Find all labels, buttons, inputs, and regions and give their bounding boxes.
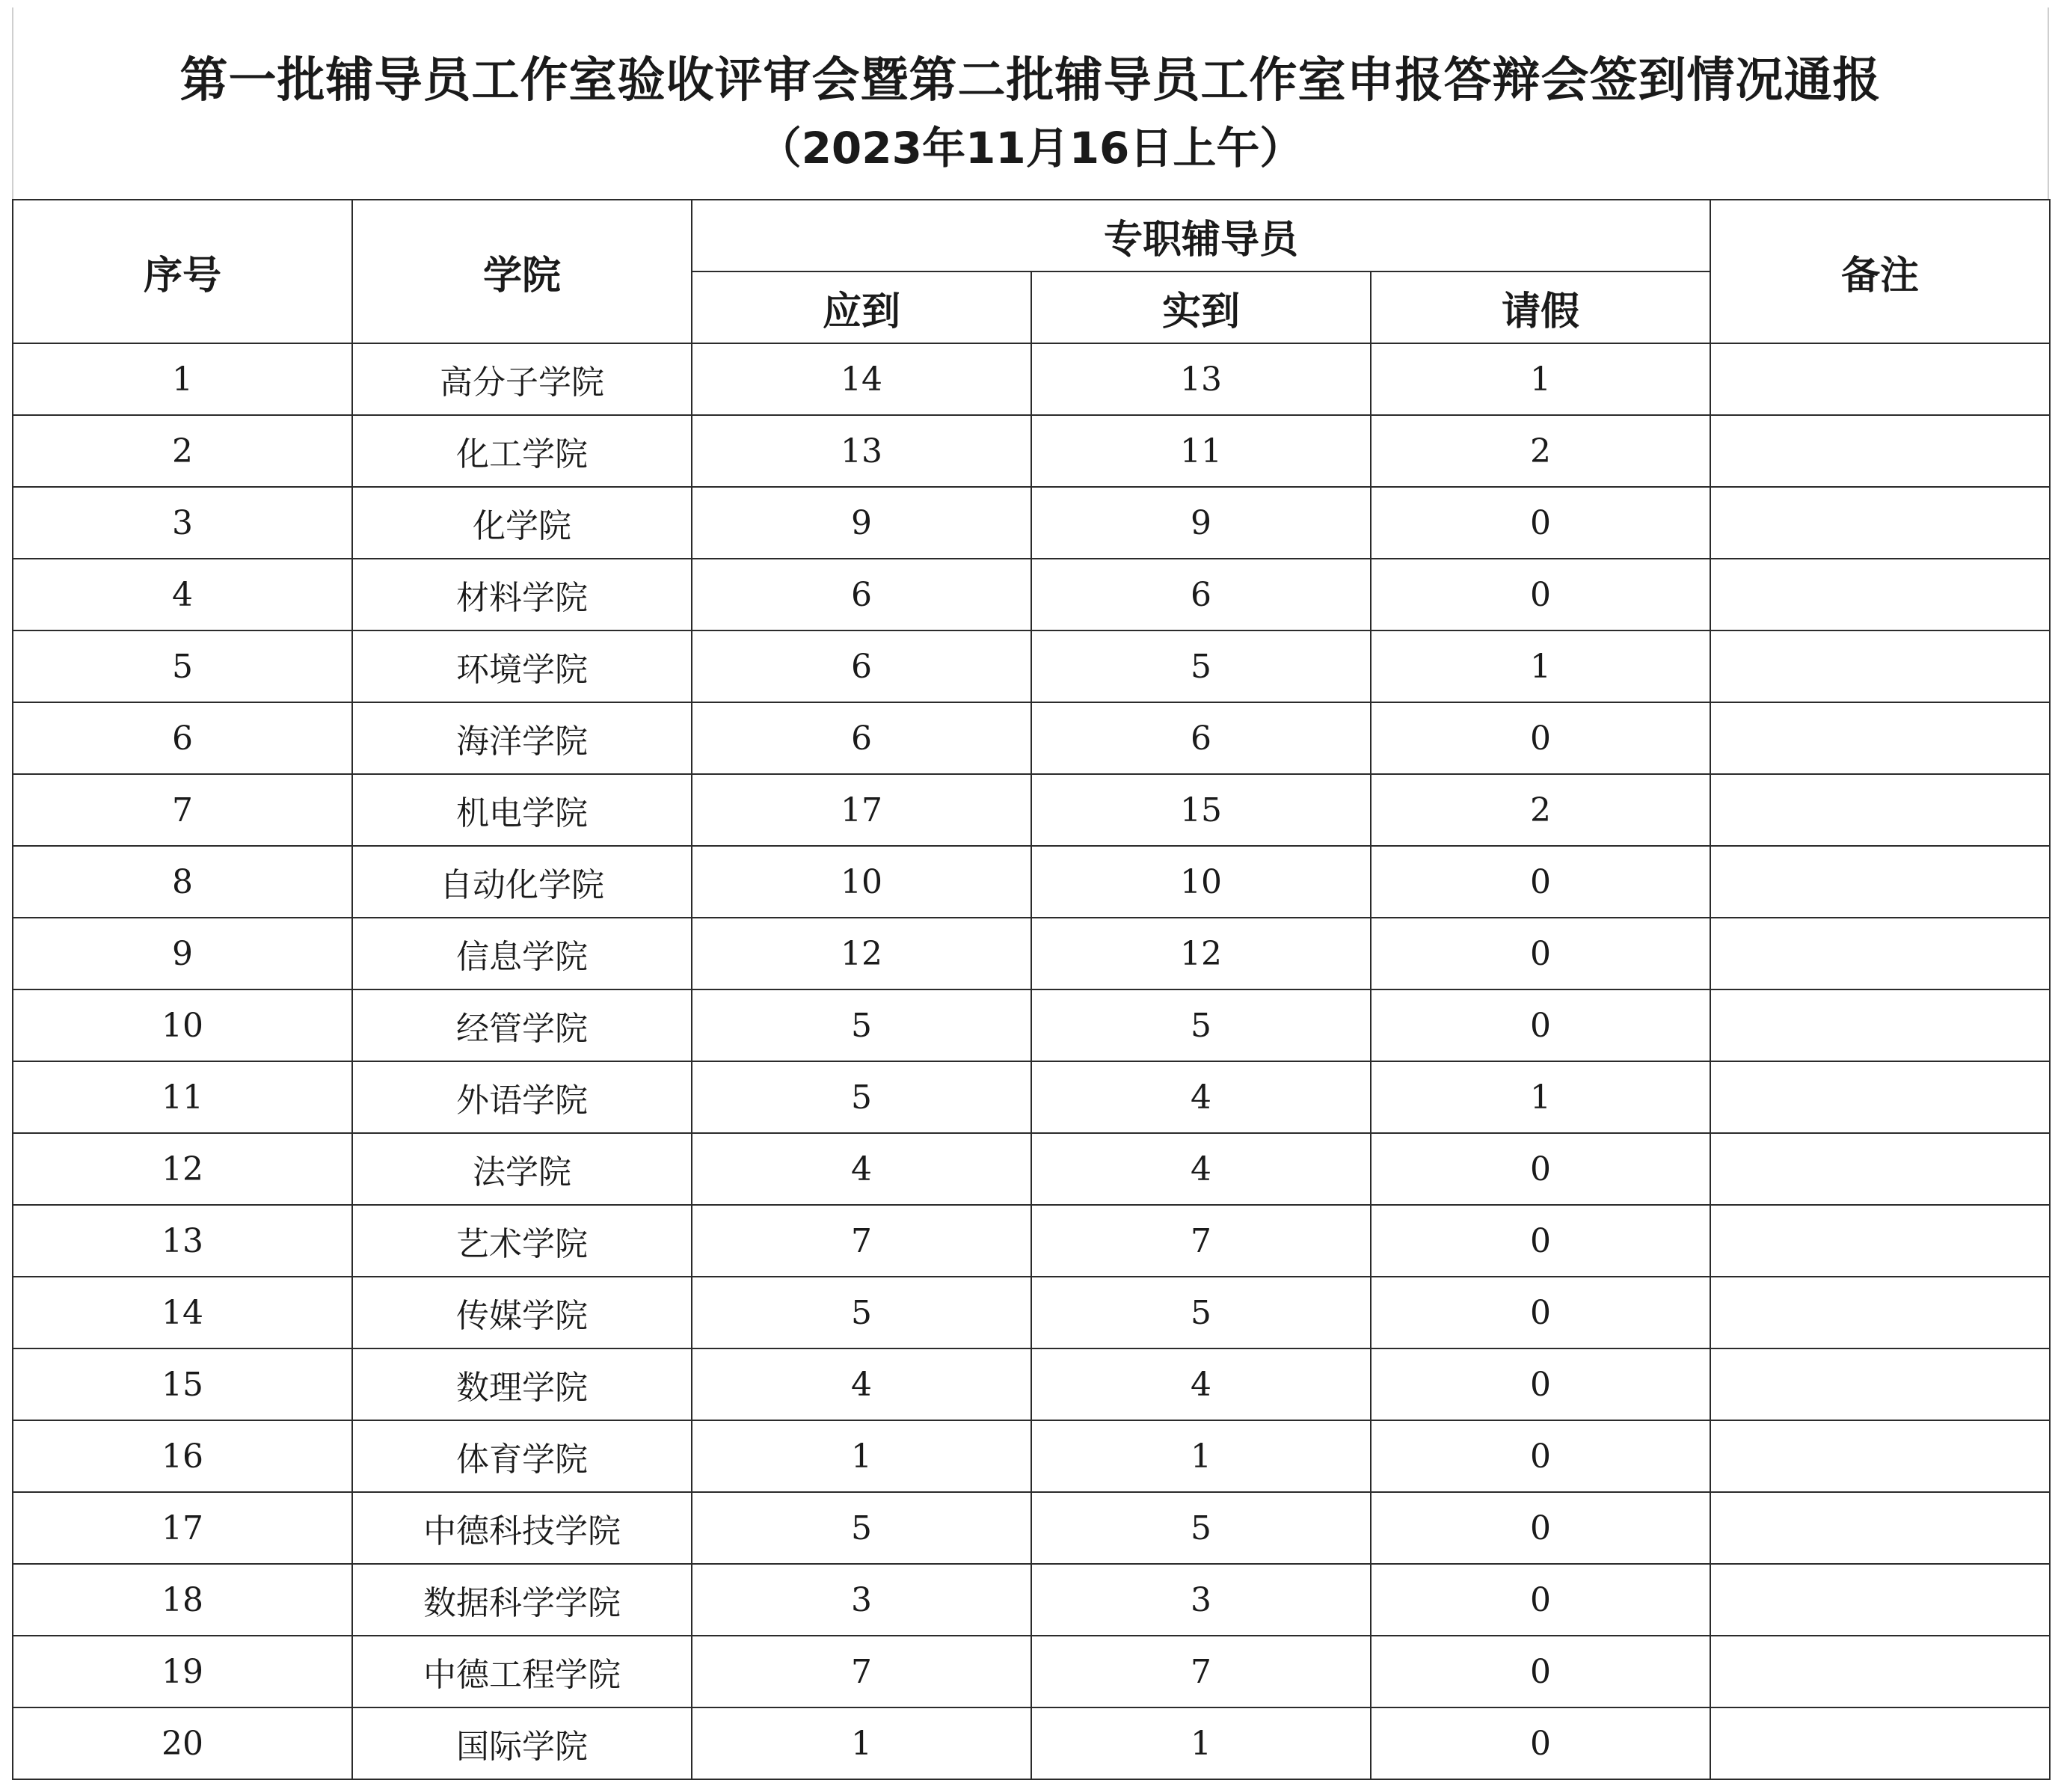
cell-actual: 6 bbox=[1031, 559, 1371, 630]
table-row bbox=[13, 559, 2050, 630]
cell-seq: 10 bbox=[13, 989, 352, 1061]
cell-leave: 0 bbox=[1371, 559, 1710, 630]
cell-college: 环境学院 bbox=[352, 630, 692, 702]
cell-actual: 11 bbox=[1031, 415, 1371, 487]
table-row bbox=[13, 918, 2050, 989]
cell-expected: 7 bbox=[692, 1205, 1031, 1277]
cell-expected: 5 bbox=[692, 1492, 1031, 1564]
cell-expected: 5 bbox=[692, 1061, 1031, 1133]
cell-seq: 4 bbox=[13, 559, 352, 630]
page-title: 第一批辅导员工作室验收评审会暨第二批辅导员工作室申报答辩会签到情况通报 bbox=[179, 53, 1882, 108]
cell-remark bbox=[1710, 702, 2050, 774]
cell-remark bbox=[1710, 1420, 2050, 1492]
cell-college: 艺术学院 bbox=[352, 1205, 692, 1277]
cell-college: 中德工程学院 bbox=[352, 1636, 692, 1707]
cell-college: 经管学院 bbox=[352, 989, 692, 1061]
header-college: 学院 bbox=[352, 200, 692, 343]
table-row bbox=[13, 1348, 2050, 1420]
table-row bbox=[13, 1277, 2050, 1348]
cell-actual: 5 bbox=[1031, 1492, 1371, 1564]
cell-actual: 7 bbox=[1031, 1636, 1371, 1707]
cell-college: 中德科技学院 bbox=[352, 1492, 692, 1564]
table-row bbox=[13, 846, 2050, 918]
table-body bbox=[13, 343, 2050, 1779]
cell-actual: 10 bbox=[1031, 846, 1371, 918]
table-row bbox=[13, 1636, 2050, 1707]
cell-seq: 12 bbox=[13, 1133, 352, 1205]
header-remark: 备注 bbox=[1710, 200, 2050, 343]
cell-remark bbox=[1710, 630, 2050, 702]
cell-seq: 11 bbox=[13, 1061, 352, 1133]
cell-college: 体育学院 bbox=[352, 1420, 692, 1492]
table-row bbox=[13, 1564, 2050, 1636]
table-row bbox=[13, 1205, 2050, 1277]
cell-actual: 4 bbox=[1031, 1061, 1371, 1133]
header-seq: 序号 bbox=[13, 200, 352, 343]
cell-seq: 15 bbox=[13, 1348, 352, 1420]
cell-expected: 9 bbox=[692, 487, 1031, 559]
table-row bbox=[13, 989, 2050, 1061]
cell-college: 数理学院 bbox=[352, 1348, 692, 1420]
cell-actual: 5 bbox=[1031, 630, 1371, 702]
cell-actual: 4 bbox=[1031, 1348, 1371, 1420]
cell-leave: 1 bbox=[1371, 1061, 1710, 1133]
cell-actual: 9 bbox=[1031, 487, 1371, 559]
cell-leave: 0 bbox=[1371, 702, 1710, 774]
cell-remark bbox=[1710, 487, 2050, 559]
table-row bbox=[13, 487, 2050, 559]
cell-college: 外语学院 bbox=[352, 1061, 692, 1133]
cell-expected: 1 bbox=[692, 1707, 1031, 1779]
cell-expected: 17 bbox=[692, 774, 1031, 846]
cell-college: 材料学院 bbox=[352, 559, 692, 630]
cell-expected: 7 bbox=[692, 1636, 1031, 1707]
cell-leave: 0 bbox=[1371, 1707, 1710, 1779]
cell-leave: 0 bbox=[1371, 1492, 1710, 1564]
cell-remark bbox=[1710, 343, 2050, 415]
cell-leave: 2 bbox=[1371, 415, 1710, 487]
cell-expected: 6 bbox=[692, 702, 1031, 774]
cell-expected: 10 bbox=[692, 846, 1031, 918]
header-expected: 应到 bbox=[692, 271, 1031, 343]
cell-seq: 16 bbox=[13, 1420, 352, 1492]
cell-remark bbox=[1710, 1636, 2050, 1707]
cell-seq: 1 bbox=[13, 343, 352, 415]
cell-college: 化工学院 bbox=[352, 415, 692, 487]
cell-actual: 12 bbox=[1031, 918, 1371, 989]
cell-actual: 5 bbox=[1031, 989, 1371, 1061]
cell-leave: 1 bbox=[1371, 343, 1710, 415]
cell-college: 自动化学院 bbox=[352, 846, 692, 918]
cell-college: 法学院 bbox=[352, 1133, 692, 1205]
table-row bbox=[13, 1707, 2050, 1779]
cell-leave: 0 bbox=[1371, 1133, 1710, 1205]
cell-actual: 13 bbox=[1031, 343, 1371, 415]
cell-seq: 3 bbox=[13, 487, 352, 559]
cell-college: 信息学院 bbox=[352, 918, 692, 989]
cell-college: 机电学院 bbox=[352, 774, 692, 846]
cell-remark bbox=[1710, 846, 2050, 918]
cell-leave: 0 bbox=[1371, 918, 1710, 989]
cell-seq: 9 bbox=[13, 918, 352, 989]
cell-remark bbox=[1710, 774, 2050, 846]
document-page bbox=[12, 0, 2049, 1780]
cell-college: 海洋学院 bbox=[352, 702, 692, 774]
cell-leave: 0 bbox=[1371, 1564, 1710, 1636]
cell-remark bbox=[1710, 559, 2050, 630]
cell-actual: 5 bbox=[1031, 1277, 1371, 1348]
cell-remark bbox=[1710, 1205, 2050, 1277]
cell-college: 高分子学院 bbox=[352, 343, 692, 415]
attendance-table bbox=[12, 199, 2051, 1780]
cell-expected: 14 bbox=[692, 343, 1031, 415]
cell-seq: 17 bbox=[13, 1492, 352, 1564]
header-leave: 请假 bbox=[1371, 271, 1710, 343]
cell-remark bbox=[1710, 1061, 2050, 1133]
page-subtitle-date: （2023年11月16日上午） bbox=[758, 123, 1303, 174]
cell-actual: 6 bbox=[1031, 702, 1371, 774]
cell-leave: 0 bbox=[1371, 989, 1710, 1061]
cell-expected: 5 bbox=[692, 1277, 1031, 1348]
table-row bbox=[13, 774, 2050, 846]
cell-remark bbox=[1710, 918, 2050, 989]
cell-leave: 0 bbox=[1371, 1636, 1710, 1707]
table-row bbox=[13, 1420, 2050, 1492]
cell-remark bbox=[1710, 1133, 2050, 1205]
cell-expected: 4 bbox=[692, 1133, 1031, 1205]
cell-expected: 6 bbox=[692, 559, 1031, 630]
table-row bbox=[13, 343, 2050, 415]
cell-seq: 18 bbox=[13, 1564, 352, 1636]
cell-college: 数据科学学院 bbox=[352, 1564, 692, 1636]
cell-leave: 0 bbox=[1371, 1420, 1710, 1492]
cell-seq: 5 bbox=[13, 630, 352, 702]
cell-seq: 7 bbox=[13, 774, 352, 846]
header-counselor-group: 专职辅导员 bbox=[692, 200, 1710, 271]
cell-seq: 2 bbox=[13, 415, 352, 487]
cell-leave: 2 bbox=[1371, 774, 1710, 846]
cell-expected: 4 bbox=[692, 1348, 1031, 1420]
cell-college: 国际学院 bbox=[352, 1707, 692, 1779]
cell-seq: 13 bbox=[13, 1205, 352, 1277]
cell-actual: 3 bbox=[1031, 1564, 1371, 1636]
table-row bbox=[13, 702, 2050, 774]
cell-leave: 1 bbox=[1371, 630, 1710, 702]
cell-expected: 6 bbox=[692, 630, 1031, 702]
table-row bbox=[13, 630, 2050, 702]
cell-actual: 4 bbox=[1031, 1133, 1371, 1205]
cell-seq: 8 bbox=[13, 846, 352, 918]
cell-expected: 12 bbox=[692, 918, 1031, 989]
cell-actual: 15 bbox=[1031, 774, 1371, 846]
cell-remark bbox=[1710, 1492, 2050, 1564]
cell-college: 传媒学院 bbox=[352, 1277, 692, 1348]
cell-expected: 3 bbox=[692, 1564, 1031, 1636]
table-row bbox=[13, 415, 2050, 487]
table-row bbox=[13, 1133, 2050, 1205]
cell-expected: 13 bbox=[692, 415, 1031, 487]
cell-remark bbox=[1710, 1564, 2050, 1636]
table-row bbox=[13, 1492, 2050, 1564]
cell-leave: 0 bbox=[1371, 846, 1710, 918]
cell-actual: 7 bbox=[1031, 1205, 1371, 1277]
cell-expected: 5 bbox=[692, 989, 1031, 1061]
cell-seq: 20 bbox=[13, 1707, 352, 1779]
cell-college: 化学院 bbox=[352, 487, 692, 559]
cell-seq: 14 bbox=[13, 1277, 352, 1348]
cell-remark bbox=[1710, 415, 2050, 487]
cell-leave: 0 bbox=[1371, 1348, 1710, 1420]
table-row bbox=[13, 1061, 2050, 1133]
cell-leave: 0 bbox=[1371, 1205, 1710, 1277]
cell-actual: 1 bbox=[1031, 1707, 1371, 1779]
cell-actual: 1 bbox=[1031, 1420, 1371, 1492]
cell-leave: 0 bbox=[1371, 1277, 1710, 1348]
cell-seq: 6 bbox=[13, 702, 352, 774]
title-block bbox=[12, 7, 2049, 199]
cell-expected: 1 bbox=[692, 1420, 1031, 1492]
header-actual: 实到 bbox=[1031, 271, 1371, 343]
cell-remark bbox=[1710, 1277, 2050, 1348]
cell-remark bbox=[1710, 1348, 2050, 1420]
cell-remark bbox=[1710, 1707, 2050, 1779]
cell-seq: 19 bbox=[13, 1636, 352, 1707]
cell-remark bbox=[1710, 989, 2050, 1061]
cell-leave: 0 bbox=[1371, 487, 1710, 559]
